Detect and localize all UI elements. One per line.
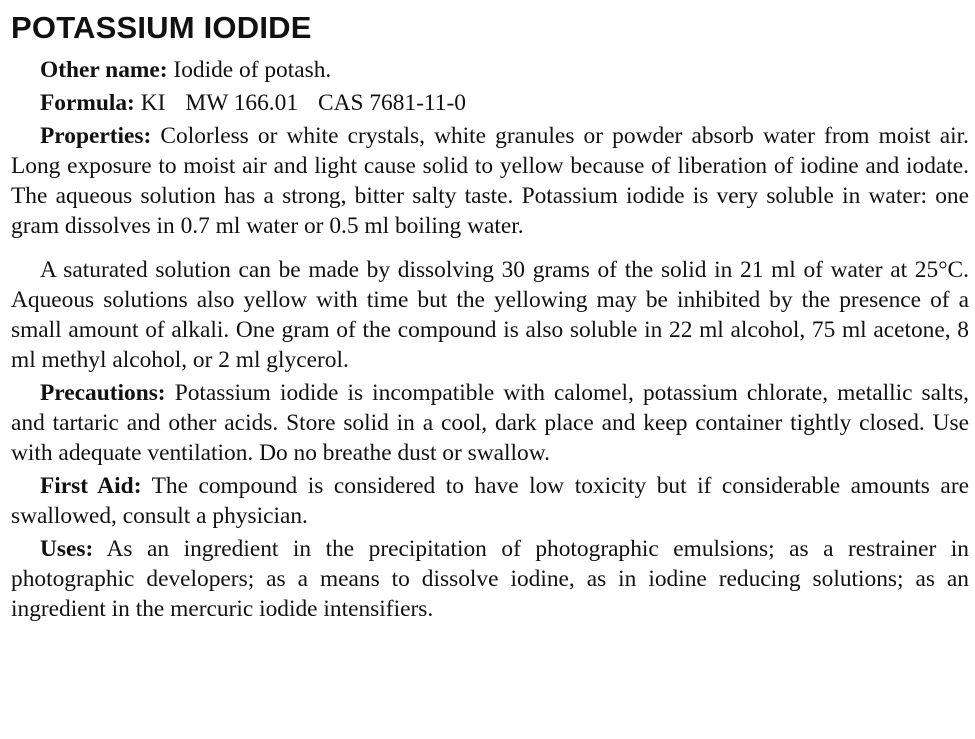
other-name-value: Iodide of potash. bbox=[173, 57, 332, 83]
cas-number: CAS 7681-11-0 bbox=[318, 90, 466, 116]
formula-entry bbox=[11, 88, 969, 118]
first-aid-text: The compound is considered to have low toxicity but if considerable amounts are swallowed, consult a physician. bbox=[11, 473, 969, 529]
solution-text: A saturated solution can be made by dissolving 30 grams of the solid in 21 ml of water at 25°C. Aqueous solutions also yellow with time but the yellowing may be inhibited by the presence of a small amount of alkali. One gram of the compound is also soluble in 22 ml alcohol, 75 ml acetone, 8 ml methyl alcohol, or 2 ml glycerol. bbox=[11, 257, 969, 373]
precautions-text: Potassium iodide is incompatible with calomel, potassium chlorate, metallic salts, and tartaric and other acids. Store solid in a cool, dark place and keep container tightly closed. Use with adequate ventilation. Do no breathe dust or swallow. bbox=[11, 380, 969, 466]
properties-text: Colorless or white crystals, white granules or powder absorb water from moist air. Long exposure to moist air and light cause solid to yellow because of liberation of iodine and iodate. The aqueous solution has a strong, bitter salty taste. Potassium iodide is very soluble in water: one gram dissolves in 0.7 ml water or 0.5 ml boiling water. bbox=[11, 123, 969, 239]
properties-label: Properties: bbox=[40, 123, 152, 149]
properties-paragraph bbox=[11, 121, 969, 241]
precautions-paragraph bbox=[11, 378, 969, 468]
molecular-weight: MW 166.01 bbox=[185, 90, 299, 116]
other-name-entry bbox=[11, 55, 969, 85]
first-aid-label: First Aid: bbox=[40, 473, 142, 499]
precautions-label: Precautions: bbox=[40, 380, 166, 406]
formula-value: KI bbox=[140, 90, 166, 116]
page-title: POTASSIUM IODIDE bbox=[11, 10, 312, 45]
uses-paragraph bbox=[11, 534, 969, 624]
formula-label: Formula: bbox=[40, 90, 135, 116]
other-name-label: Other name: bbox=[40, 57, 168, 83]
uses-label: Uses: bbox=[40, 536, 94, 562]
uses-text: As an ingredient in the precipitation of photographic emulsions; as a restrainer in photographic developers; as a means to dissolve iodine, as in iodine reducing solutions; as an ingredient in the mercuric iodide intensifiers. bbox=[11, 536, 969, 622]
solution-paragraph bbox=[11, 255, 969, 375]
first-aid-paragraph bbox=[11, 471, 969, 531]
